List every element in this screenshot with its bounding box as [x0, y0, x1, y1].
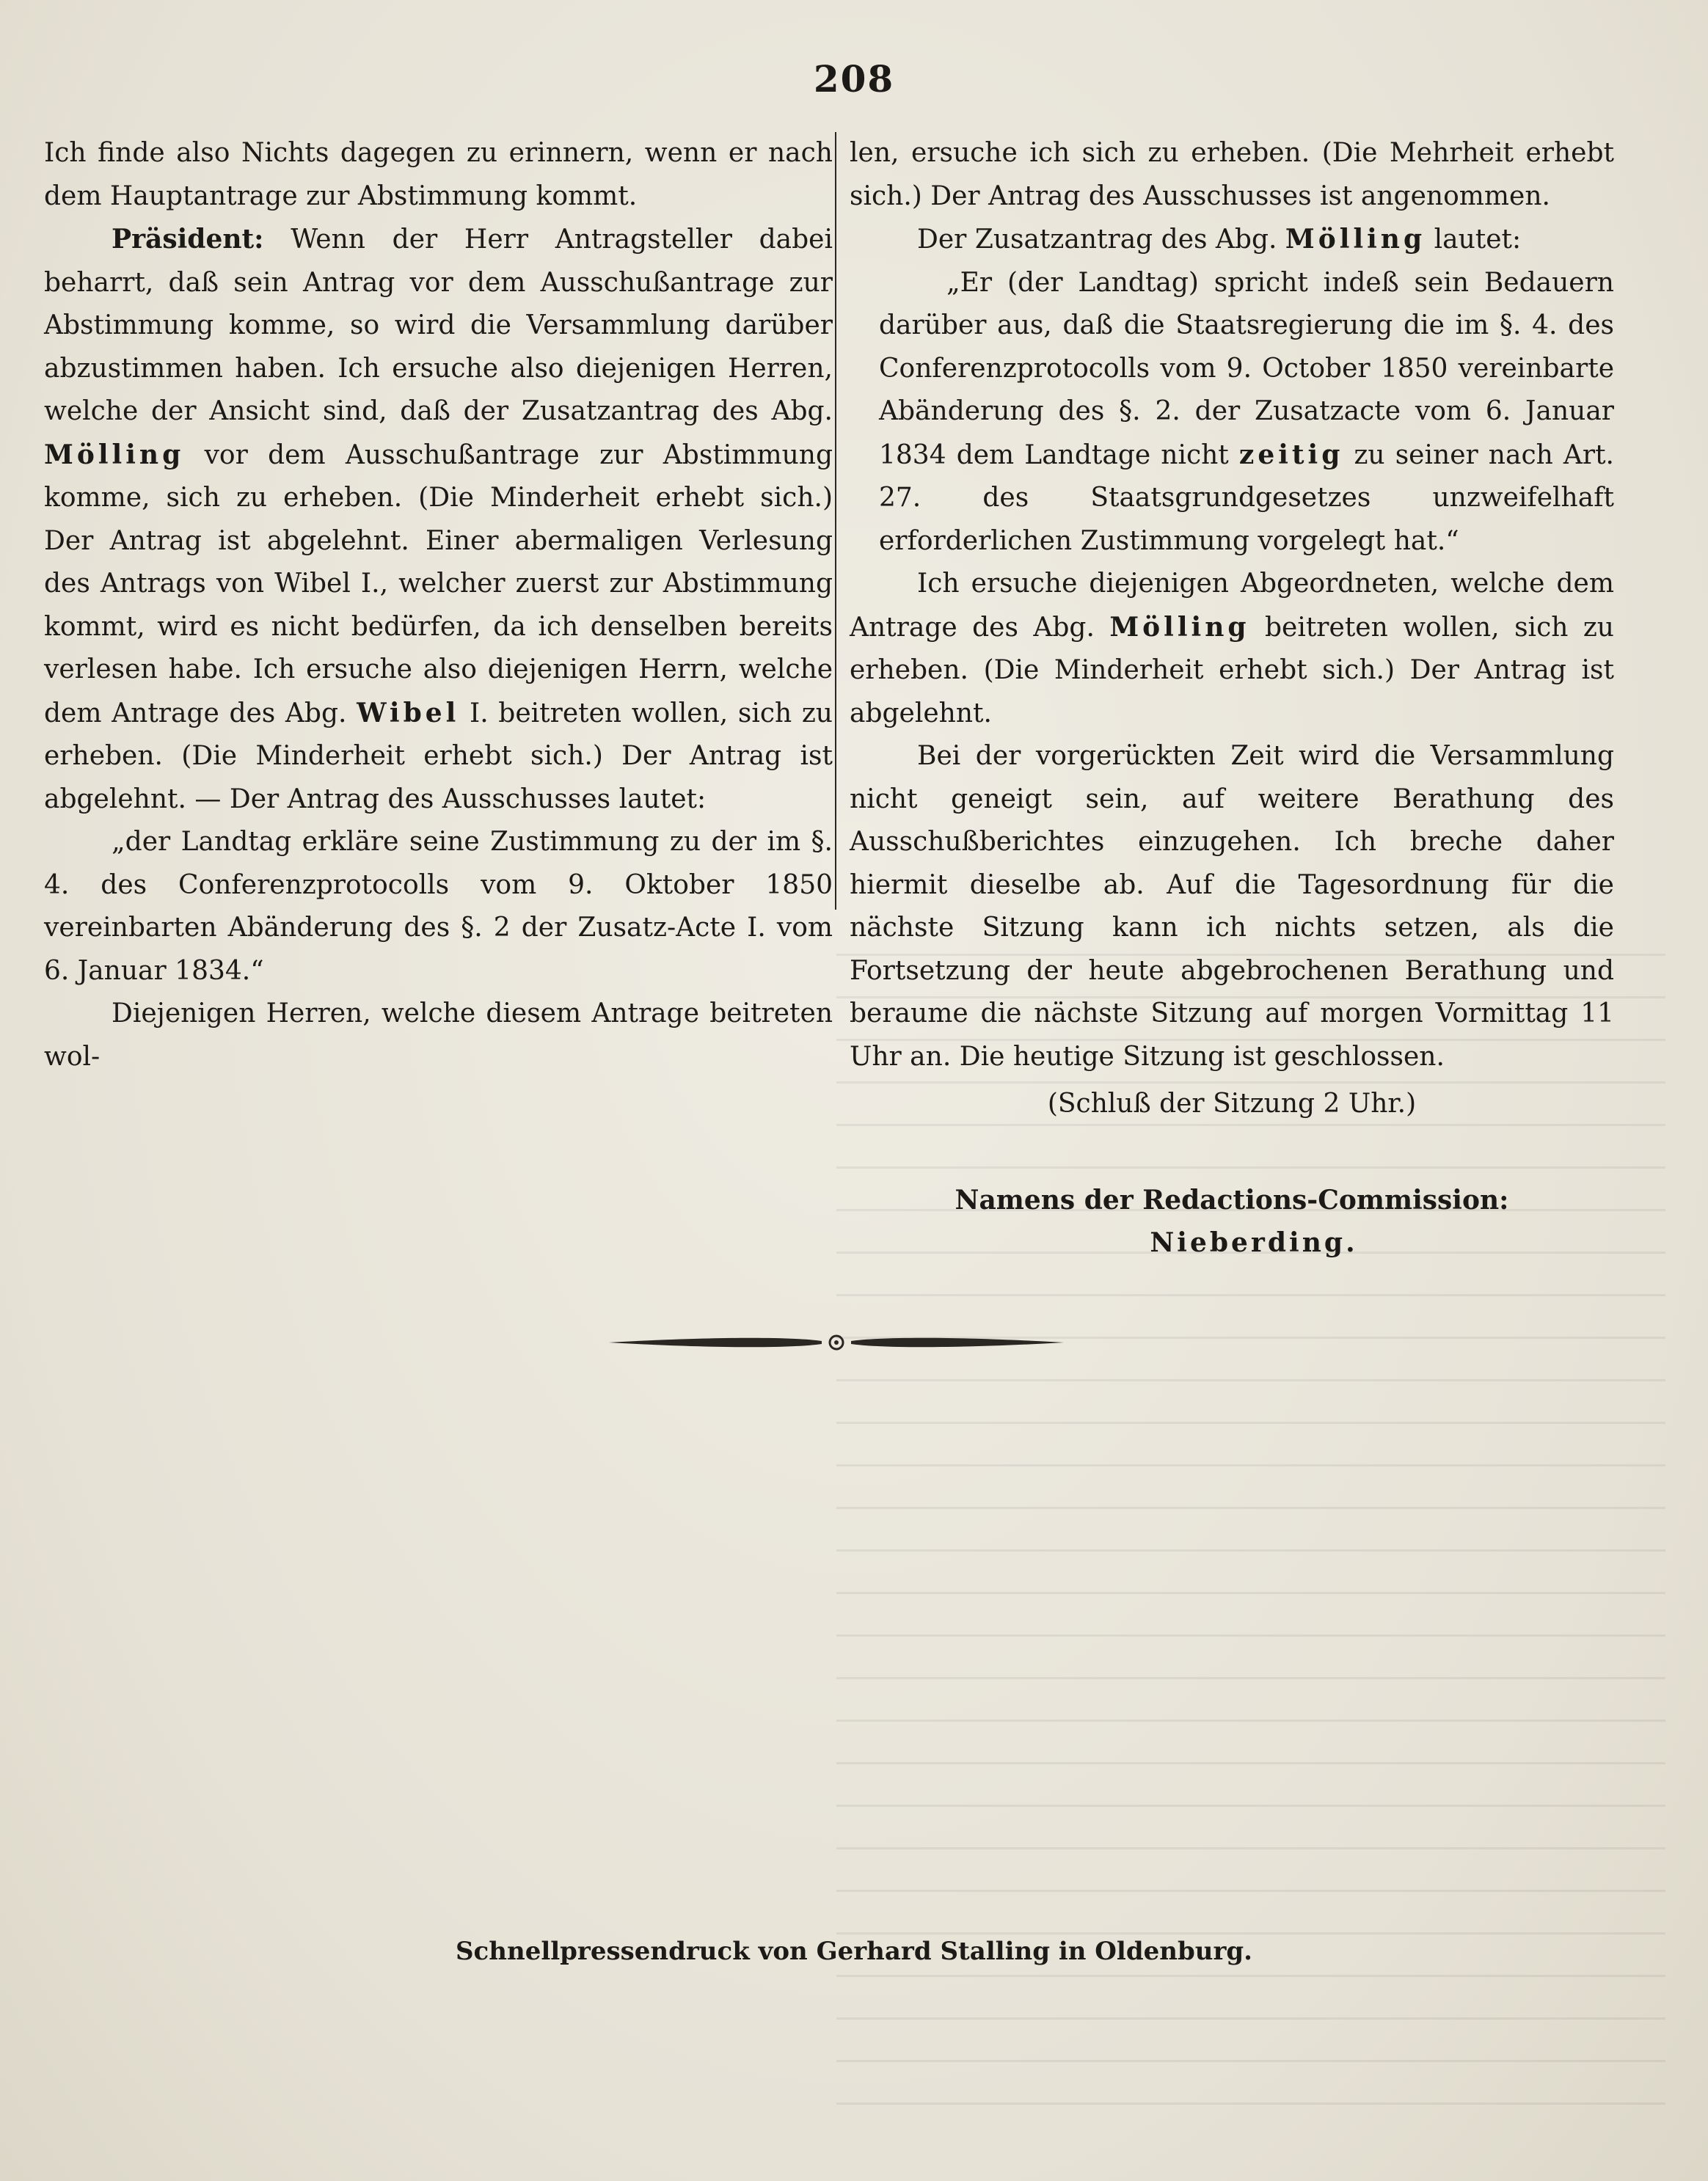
- amendment-quote-part-1: „Er (der Landtag) spricht indeß sein Bedauern darüber aus, daß die Staatsregierung die im §. 4. des Conferenzprotocolls vom 9. October 1850 vereinbarte Abänderung des §. 2. der Zusatzacte vom 6. Januar 1834 dem Landtage nicht: [879, 267, 1614, 470]
- name-moelling: Mölling: [44, 439, 185, 470]
- president-speech-part-2: vor dem Ausschußantrage zur Abstimmung komme, sich zu erheben. (Die Minderheit erhebt sich.) Der Antrag ist abgelehnt. Einer abermaligen Verlesung des Antrags von Wibel I., welcher zuerst zur Abstimmung kommt, wird es nicht bedürfen, da ich denselben bereits verlesen habe. Ich ersuche also diejenigen Herrn, welche dem Antrage des Abg.: [44, 439, 833, 728]
- left-paragraph-president: [44, 218, 833, 821]
- name-wibel: Wibel: [357, 697, 460, 728]
- right-paragraph-vote: [850, 563, 1614, 735]
- page-number: 208: [813, 57, 895, 101]
- right-paragraph-2: [850, 218, 1614, 262]
- amendment-quote: [850, 262, 1614, 563]
- emphasis-zeitig: zeitig: [1238, 439, 1344, 470]
- amendment-intro-end: lautet:: [1426, 224, 1522, 255]
- ornament-divider-icon: [602, 1328, 1071, 1357]
- right-paragraph-1: len, ersuche ich sich zu erheben. (Die Mehrheit erhebt sich.) Der Antrag des Ausschusses ist angenommen.: [850, 138, 1614, 211]
- column-divider: [835, 132, 836, 910]
- amendment-intro: Der Zusatzantrag des Abg.: [917, 224, 1285, 255]
- signature-name: Nieberding.: [1150, 1227, 1358, 1258]
- left-paragraph-1: Ich finde also Nichts dagegen zu erinnern, wenn er nach dem Hauptantrage zur Abstimmung kommt.: [44, 138, 833, 211]
- printer-imprint: Schnellpressendruck von Gerhard Stalling in Oldenburg.: [456, 1937, 1252, 1966]
- amendment-quote-part-2: zu seiner nach Art. 27. des Staatsgrundgesetzes unzweifelhaft erforderlichen Zustimmung vorgelegt hat.“: [879, 439, 1614, 556]
- left-paragraph-final: Diejenigen Herren, welche diesem Antrage beitreten wol-: [44, 998, 833, 1072]
- name-moelling-2: Mölling: [1285, 224, 1426, 255]
- president-speech-part-1: Wenn der Herr Antragsteller dabei beharrt, daß sein Antrag vor dem Ausschußantrage zur Abstimmung komme, so wird die Versammlung darüber abzustimmen haben. Ich ersuche also diejenigen Herren, welche der Ansicht sind, daß der Zusatzantrag des Abg.: [44, 224, 833, 426]
- president-speech-part-3: I. beitreten wollen, sich zu erheben. (Die Minderheit erhebt sich.) Der Antrag ist abgelehnt. — Der Antrag des Ausschusses lautet:: [44, 698, 833, 814]
- speaker-label: Präsident:: [112, 224, 264, 255]
- vote-part-1: Ich ersuche diejenigen Abgeordneten, welche dem Antrage des Abg.: [850, 569, 1614, 643]
- right-paragraph-adjournment: Bei der vorgerückten Zeit wird die Versammlung nicht geneigt sein, auf weitere Berathung des Ausschußberichtes einzugehen. Ich breche daher hiermit dieselbe ab. Auf die Tagesordnung für die nächste Sitzung kann ich nichts setzen, als die Fortsetzung der heute abgebrochenen Berathung und beraume die nächste Sitzung auf morgen Vormittag 11 Uhr an. Die heutige Sitzung ist geschlossen.: [850, 741, 1614, 1072]
- signature-heading: Namens der Redactions-Commission:: [955, 1184, 1509, 1216]
- vote-part-2: beitreten wollen, sich zu erheben. (Die Minderheit erhebt sich.) Der Antrag ist abgelehnt.: [850, 612, 1614, 728]
- committee-motion-quote: „der Landtag erkläre seine Zustimmung zu der im §. 4. des Conferenzprotocolls vom 9. Oktober 1850 vereinbarten Abänderung des §. 2 der Zusatz-Acte I. vom 6. Januar 1834.“: [44, 827, 833, 986]
- session-close-note: (Schluß der Sitzung 2 Uhr.): [1047, 1089, 1417, 1119]
- name-moelling-3: Mölling: [1109, 611, 1250, 643]
- left-column: [44, 132, 833, 1078]
- right-column: [850, 132, 1614, 1265]
